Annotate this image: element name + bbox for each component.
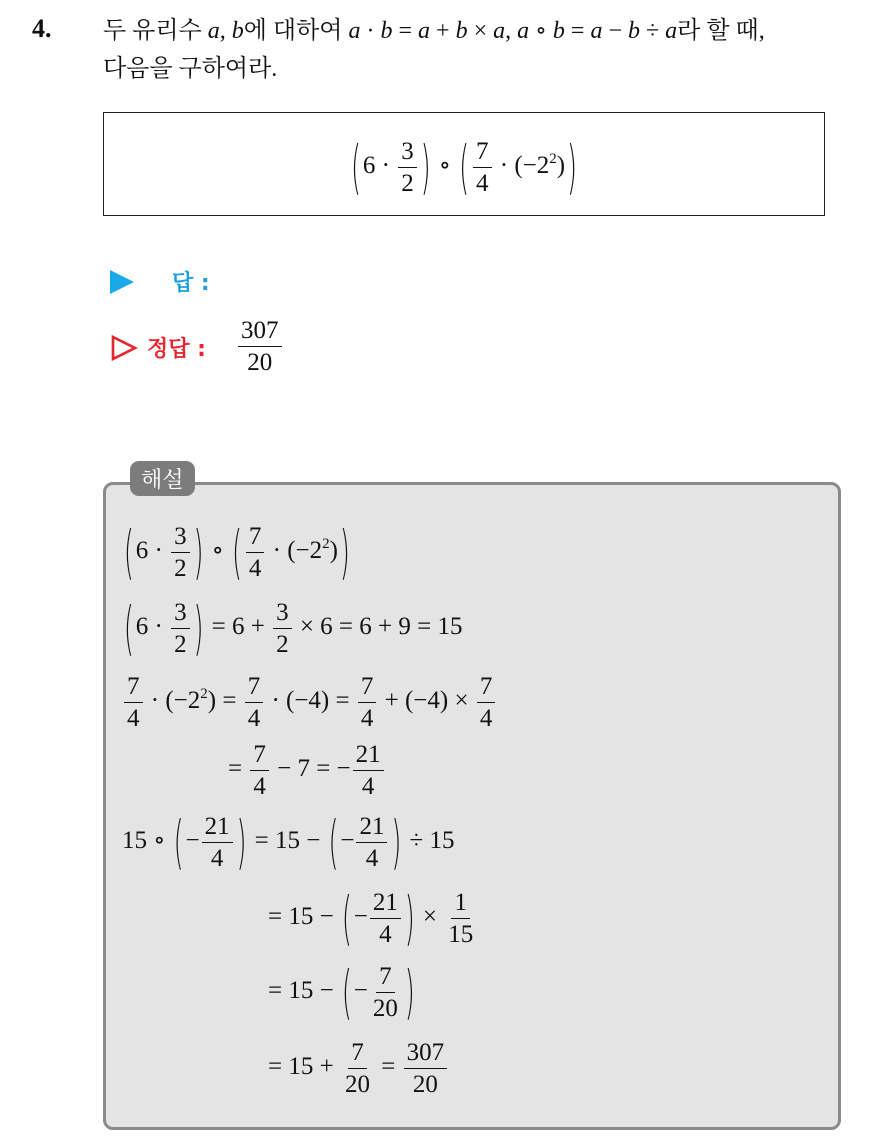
answer-label: 답 : bbox=[172, 271, 210, 296]
expression-box bbox=[103, 112, 825, 216]
correct-numerator: 307 bbox=[238, 318, 282, 347]
solution-line-6: = 15 − (− $\frac{21}{4}$ ) × $\frac{1}{15}$ bbox=[268, 885, 474, 952]
correct-denominator: 20 bbox=[247, 349, 273, 376]
correct-triangle-icon bbox=[110, 334, 138, 362]
solution-line-1: (6 · $\frac{3}{2}$ ) ∘ ( $\frac{7}{4}$ · $(-2^2)$) bbox=[124, 519, 350, 586]
question-text bbox=[103, 12, 863, 88]
question-number: 4. bbox=[32, 14, 52, 43]
expression: (6 · $\frac{3}{2}$ ) ∘ ( $\frac{7}{4}$ · $(-2^2)$) bbox=[351, 134, 577, 201]
solution-line-8: = 15 + $\frac{7}{20}$ = $\frac{307}{20}$ bbox=[268, 1040, 449, 1097]
solution-line-3: $\frac{7}{4}$ · $(-2^2)$ = $\frac{7}{4}$ · (−4) = $\frac{7}{4}$ + (−4) × $\frac{7}{4}$ bbox=[122, 674, 497, 731]
solution-line-5: 15 ∘ (− $\frac{21}{4}$ ) = 15 − (− $\frac{21}{4}$ ) ÷ 15 bbox=[122, 809, 455, 876]
solution-tag: 해설 bbox=[130, 461, 195, 496]
solution-line-7: = 15 − (− $\frac{7}{20}$ ) bbox=[268, 959, 415, 1026]
solution-line-4: = $\frac{7}{4}$ − 7 = − $\frac{21}{4}$ bbox=[228, 742, 386, 799]
correct-answer-value bbox=[236, 318, 284, 375]
answer-triangle-icon bbox=[110, 270, 134, 294]
solution-line-2: (6 · $\frac{3}{2}$ ) = 6 + $\frac{3}{2}$ × 6 = 6 + 9 = 15 bbox=[124, 595, 463, 662]
question-line-2: 다음을 구하여라. bbox=[103, 56, 278, 82]
correct-answer-label: 정답 : bbox=[147, 337, 206, 362]
solution-steps bbox=[122, 500, 822, 1120]
question-line-1: 두 유리수 a, b에 대하여 a · b = a + b × a, a ∘ b = a − b ÷ a라 할 때, bbox=[103, 18, 765, 44]
